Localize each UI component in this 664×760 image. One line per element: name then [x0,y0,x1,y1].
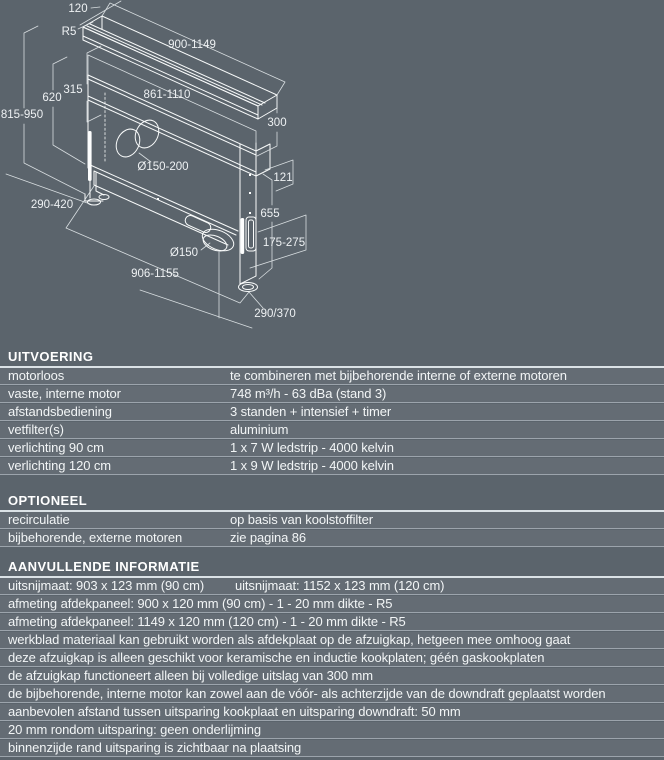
spec-value: zie pagina 86 [230,530,307,545]
spec-value: op basis van koolstoffilter [230,512,374,527]
spec-row [0,686,664,703]
cutout-size-120: uitsnijmaat: 1152 x 123 mm (120 cm) [235,578,445,593]
spec-label: vaste, interne motor [8,386,121,401]
dim-label-120: 120 [68,3,88,15]
spec-row [0,422,664,439]
dim-label-r5: R5 [61,26,77,38]
dim-label-620: 620 [42,92,62,104]
dim-label-315: 315 [63,84,83,96]
spec-row [0,404,664,421]
dim-label-175-275: 175-275 [262,237,306,249]
spec-row [0,512,664,529]
dim-label-861-1110: 861-1110 [143,89,191,101]
info-text: afmeting afdekpaneel: 1149 x 120 mm (120 cm) - 1 - 20 mm dikte - R5 [8,614,406,629]
info-text: 20 mm rondom uitsparing: geen onderlijming [8,722,262,737]
spec-row [0,668,664,685]
spec-row [0,368,664,385]
section-aanvullende-informatie [0,559,664,757]
section-optioneel [0,493,664,547]
spec-value: 3 standen + intensief + timer [230,404,392,419]
spec-label: recirculatie [8,512,70,527]
dim-label-duct-diameter: Ø150 [169,247,199,259]
spec-label: vetfilter(s) [8,422,64,437]
spec-row [0,458,664,475]
spec-row [0,596,664,613]
info-text: afmeting afdekpaneel: 900 x 120 mm (90 cm) - 1 - 20 mm dikte - R5 [8,596,393,611]
spec-row [0,740,664,757]
info-text: werkblad materiaal kan gebruikt worden als afdekplaat op de afzuigkap, hetgeen mee omhoog gaat [8,632,571,647]
info-text: aanbevolen afstand tussen uitsparing kookplaat en uitsparing downdraft: 50 mm [8,704,461,719]
dim-label-300: 300 [267,117,287,129]
section-title-uitvoering: UITVOERING [0,349,664,368]
spec-value: 1 x 9 W ledstrip - 4000 kelvin [230,458,394,473]
spec-value: aluminium [230,422,289,437]
spec-row [0,650,664,667]
dim-label-121: 121 [273,172,293,184]
spec-label: verlichting 90 cm [8,440,104,455]
spec-label: verlichting 120 cm [8,458,111,473]
spec-row [0,578,664,595]
technical-drawing [0,0,664,345]
spec-row [0,614,664,631]
spec-row [0,704,664,721]
info-text: de bijbehorende, interne motor kan zowel aan de vóór- als achterzijde van de downdraft geplaatst worden [8,686,606,701]
spec-row [0,632,664,649]
spec-value: 748 m³/h - 63 dBa (stand 3) [230,386,387,401]
rail-highlights [88,131,251,254]
spec-row [0,440,664,457]
section-title-aanvullende: AANVULLENDE INFORMATIE [0,559,664,578]
info-text: de afzuigkap functioneert alleen bij volledige uitslag van 300 mm [8,668,373,683]
section-title-optioneel: OPTIONEEL [0,493,664,512]
downdraft-hood-drawing [0,0,344,345]
cutout-size-90: uitsnijmaat: 903 x 123 mm (90 cm) [8,578,205,593]
dim-label-hole-diameter: Ø150-200 [137,161,189,173]
dim-label-655: 655 [260,208,280,220]
section-uitvoering [0,349,664,475]
spec-value: te combineren met bijbehorende interne of externe motoren [230,368,567,383]
dim-label-900-1149: 900-1149 [168,39,216,51]
spec-label: motorloos [8,368,65,383]
info-text: binnenzijde rand uitsparing is zichtbaar na plaatsing [8,740,302,755]
dim-label-815-950: 815-950 [0,109,44,121]
spec-row [0,386,664,403]
dim-label-290-420: 290-420 [30,199,74,211]
spec-label: bijbehorende, externe motoren [8,530,183,545]
spec-row [0,530,664,547]
spec-value: 1 x 7 W ledstrip - 4000 kelvin [230,440,394,455]
dim-label-290-370: 290/370 [254,308,296,320]
spec-row [0,722,664,739]
dim-label-906-1155: 906-1155 [131,268,179,280]
spec-label: afstandsbediening [8,404,112,419]
info-text: deze afzuigkap is alleen geschikt voor keramische en inductie kookplaten; géén gaskookplaten [8,650,545,665]
